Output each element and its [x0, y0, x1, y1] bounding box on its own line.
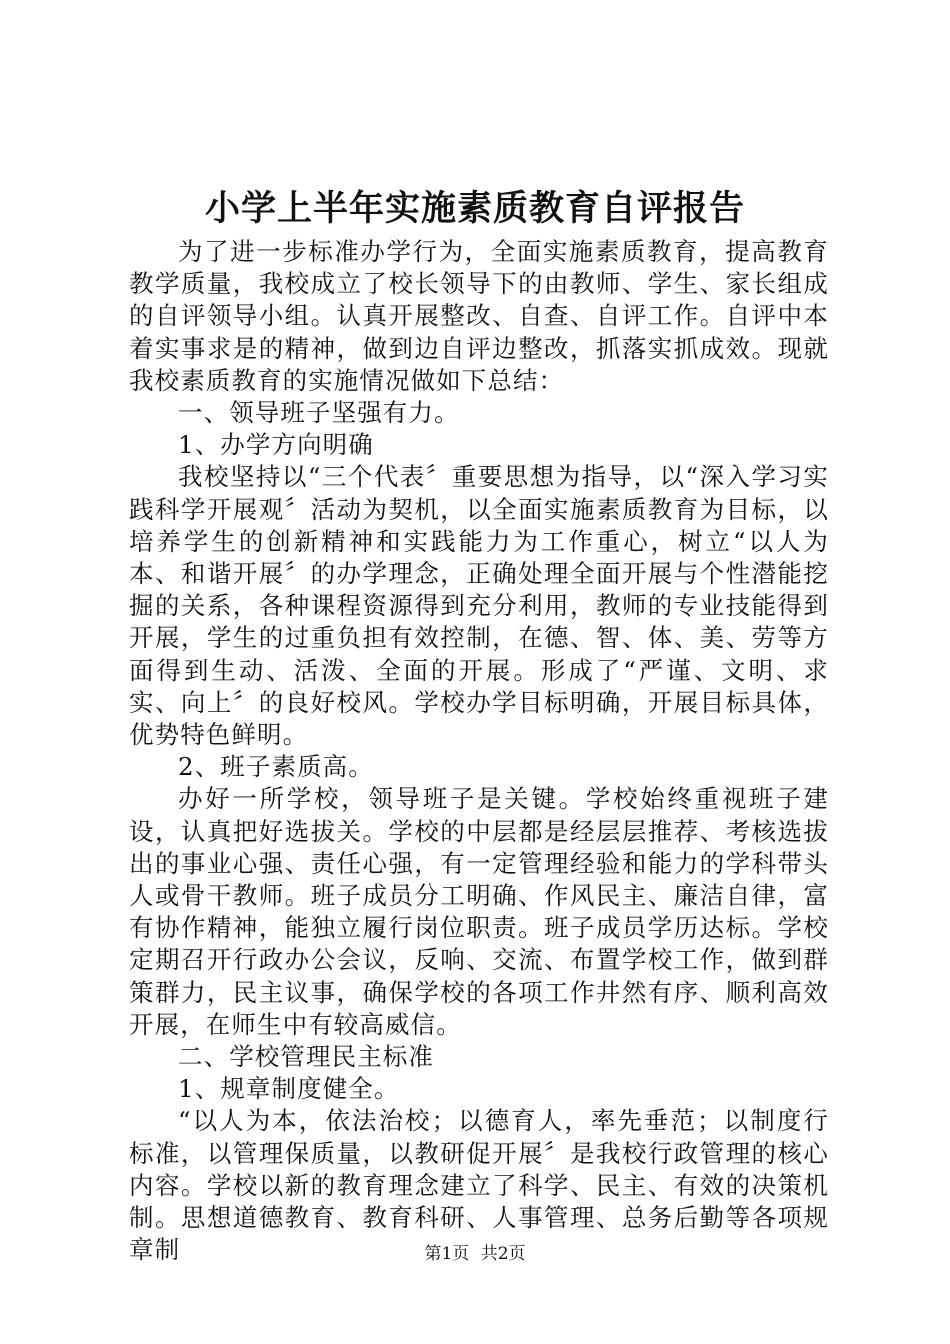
page-total: 共2页 [480, 1244, 526, 1264]
heading-section-2: 二、学校管理民主标准 [178, 1042, 434, 1072]
paragraph-intro: 为了进一步标准办学行为，全面实施素质教育，提高教育教学质量，我校成立了校长领导下的由教师、学生、家长组成的自评领导小组。认真开展整改、自查、自评工作。自评中本着实事求是的精神，做到边自评边整改，抓落实抓成效。现就我校素质教育的实施情况做如下总结： [129, 237, 829, 395]
page-footer [0, 1243, 950, 1265]
subheading-1-1: 1、办学方向明确 [178, 430, 374, 460]
paragraph-direction: 我校坚持以“三个代表〞重要思想为指导，以“深入学习实践科学开展观〞活动为契机，以全面实施素质教育为目标，以培养学生的创新精神和实践能力为工作重心，树立“以人为本、和谐开展〞的办学理念，正确处理全面开展与个性潜能挖掘的关系，各种课程资源得到充分利用，教师的专业技能得到开展，学生的过重负担有效控制，在德、智、体、美、劳等方面得到生动、活泼、全面的开展。形成了“严谨、文明、求实、向上〞的良好校风。学校办学目标明确，开展目标具体，优势特色鲜明。 [129, 462, 829, 750]
page-number: 第1页 [424, 1244, 470, 1264]
subheading-2-1: 1、规章制度健全。 [178, 1074, 400, 1104]
paragraph-rules: “以人为本，依法治校；以德育人，率先垂范；以制度行标准，以管理保质量，以教研促开展〞是我校行政管理的核心内容。学校以新的教育理念建立了科学、民主、有效的决策机制。思想道德教育、教育科研、人事管理、总务后勤等各项规章制 [129, 1106, 829, 1265]
heading-section-1: 一、领导班子坚强有力。 [178, 398, 460, 428]
subheading-1-2: 2、班子素质高。 [178, 752, 374, 782]
document-body [129, 236, 829, 1267]
paragraph-leadership: 办好一所学校，领导班子是关键。学校始终重视班子建设，认真把好选拔关。学校的中层都是经层层推荐、考核选拔出的事业心强、责任心强，有一定管理经验和能力的学科带头人或骨干教师。班子成员分工明确、作风民主、廉洁自律，富有协作精神，能独立履行岗位职责。班子成员学历达标。学校定期召开行政办公会议，反响、交流、布置学校工作，做到群策群力，民主议事，确保学校的各项工作井然有序、顺利高效开展，在师生中有较高威信。 [129, 784, 829, 1039]
document-title: 小学上半年实施素质教育自评报告 [204, 188, 745, 229]
